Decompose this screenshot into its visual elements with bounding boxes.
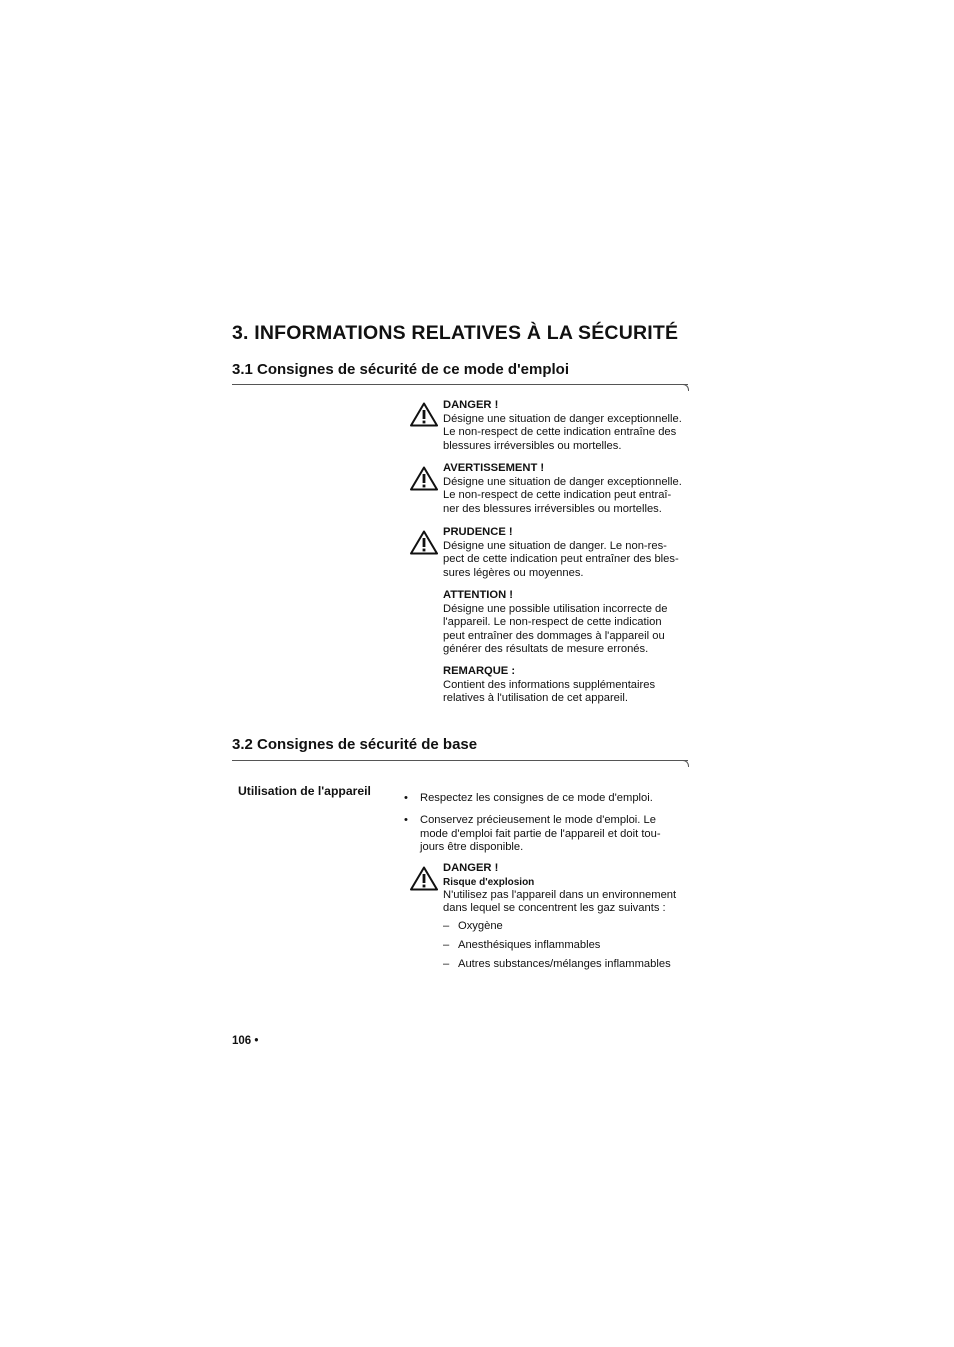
notice-line: dans lequel se concentrent les gaz suivants :	[443, 902, 666, 914]
dash-symbol: –	[443, 920, 450, 932]
notice-line: pect de cette indication peut entraîner des bles-	[443, 553, 679, 565]
dash-item-text: Oxygène	[458, 920, 503, 932]
dash-symbol: –	[443, 939, 450, 951]
warning-triangle-icon	[410, 530, 438, 555]
notice-sublabel: Risque d'explosion	[443, 876, 535, 888]
warning-triangle-icon	[410, 866, 438, 891]
notice-line: N'utilisez pas l'appareil dans un environnement	[443, 888, 677, 901]
bullet-line: Respectez les consignes de ce mode d'emploi.	[420, 792, 653, 804]
warning-triangle-icon	[410, 402, 438, 427]
notice-line: générer des résultats de mesure erronés.	[443, 643, 649, 655]
bullet-dot: •	[404, 814, 408, 826]
notice-line: sures légères ou moyennes.	[443, 566, 584, 579]
side-label: Utilisation de l'appareil	[238, 784, 371, 798]
notice-line: Désigne une situation de danger exceptionnelle.	[443, 475, 682, 488]
bullet-line: jours être disponible.	[420, 841, 524, 853]
bullet-dot: •	[404, 792, 408, 804]
notice-danger-explosion	[443, 862, 693, 916]
notice-attention	[443, 589, 693, 657]
warning-triangle-icon	[410, 466, 438, 491]
notice-line: Désigne une situation de danger exceptionnelle.	[443, 412, 682, 425]
notice-label: ATTENTION !	[443, 589, 514, 601]
bullet-line: mode d'emploi fait partie de l'appareil et doit tou-	[420, 827, 661, 840]
section-rule-3-1	[232, 384, 688, 385]
notice-label: DANGER !	[443, 862, 499, 874]
notice-line: blessures irréversibles ou mortelles.	[443, 439, 622, 452]
dash-item	[443, 920, 503, 932]
section-rule-3-2	[232, 760, 688, 761]
notice-line: relatives à l'utilisation de cet appareil.	[443, 692, 628, 704]
notice-line: Désigne une situation de danger. Le non-res-	[443, 539, 667, 552]
notice-remarque	[443, 665, 693, 706]
dash-item-text: Anesthésiques inflammables	[458, 939, 601, 951]
notice-label: REMARQUE :	[443, 665, 516, 677]
notice-line: Désigne une possible utilisation incorrecte de	[443, 602, 668, 615]
notice-line: peut entraîner des dommages à l'appareil ou	[443, 629, 665, 642]
dash-item	[443, 958, 671, 970]
notice-line: Le non-respect de cette indication peut entraî-	[443, 489, 672, 501]
notice-label: PRUDENCE !	[443, 526, 513, 538]
notice-line: l'appareil. Le non-respect de cette indication	[443, 616, 662, 628]
dash-item-text: Autres substances/mélanges inflammables	[458, 958, 671, 970]
notice-danger	[443, 399, 693, 453]
section-heading-3-2: 3.2 Consignes de sécurité de base	[232, 736, 478, 753]
page-title: 3. INFORMATIONS RELATIVES À LA SÉCURITÉ	[232, 322, 679, 344]
notice-label: AVERTISSEMENT !	[443, 462, 545, 474]
notice-line: Contient des informations supplémentaires	[443, 678, 656, 691]
notice-prudence	[443, 526, 693, 580]
notice-avertissement	[443, 462, 693, 516]
notice-line: Le non-respect de cette indication entraîne des	[443, 426, 677, 438]
bullet-line: Conservez précieusement le mode d'emploi. Le	[420, 814, 656, 826]
page-number: 106 •	[232, 1035, 259, 1047]
section-heading-3-1: 3.1 Consignes de sécurité de ce mode d'emploi	[232, 361, 570, 378]
dash-item	[443, 939, 600, 951]
notice-label: DANGER !	[443, 399, 499, 411]
notice-line: ner des blessures irréversibles ou mortelles.	[443, 502, 662, 515]
dash-symbol: –	[443, 958, 450, 970]
